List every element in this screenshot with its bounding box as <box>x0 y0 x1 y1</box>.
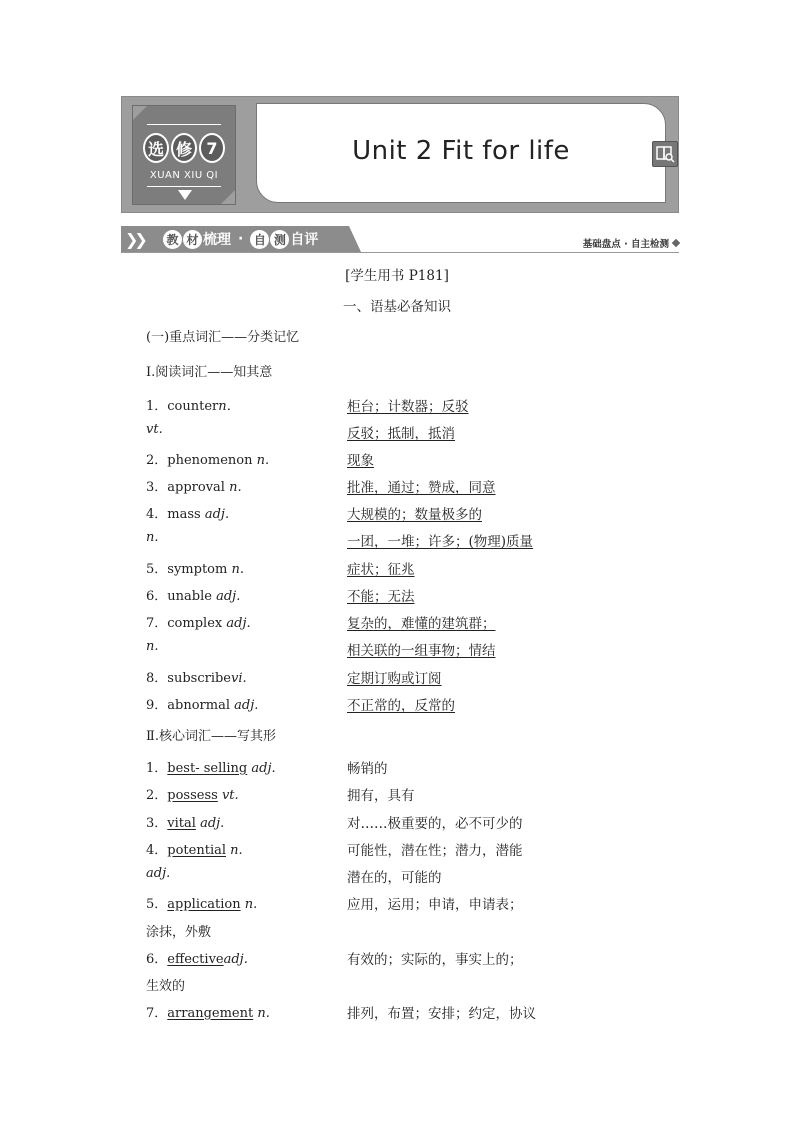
word: vital <box>167 816 196 831</box>
definition: 可能性，潜在性；潜力，潜能 <box>347 843 523 859</box>
part-of-speech: adj. <box>223 952 248 967</box>
term <box>146 558 244 577</box>
definition: 潜在的，可能的 <box>347 870 442 886</box>
term <box>146 1002 270 1021</box>
part-of-speech: n. <box>256 453 270 468</box>
unit-title: Unit 2 Fit for life <box>352 136 570 166</box>
term <box>146 449 269 468</box>
row-number: 5． <box>146 562 168 577</box>
part-of-speech: adj. <box>226 616 251 631</box>
definition: 反驳；抵制，抵消 <box>347 426 455 442</box>
part2-title: Ⅱ.核心词汇——写其形 <box>146 729 276 744</box>
word: potential <box>167 843 227 858</box>
book-search-icon <box>652 141 678 167</box>
term <box>146 585 240 604</box>
definition: 现象 <box>347 453 374 469</box>
row-number: 5． <box>146 897 168 912</box>
part-of-speech: adj. <box>200 816 225 831</box>
definition: 一团，一堆；许多；(物理)质量 <box>347 534 534 550</box>
word: phenomenon <box>167 453 253 468</box>
word: effective <box>167 952 224 967</box>
term <box>146 612 251 631</box>
part-of-speech: n. <box>244 897 258 912</box>
row-number: 6． <box>146 589 168 604</box>
word: arrangement <box>167 1006 254 1021</box>
definition: 复杂的，难懂的建筑群； <box>347 616 496 632</box>
part-of-speech: vt. <box>221 788 239 803</box>
definition-continuation: 生效的 <box>146 979 186 994</box>
section-word: 梳理 <box>203 232 231 248</box>
term <box>146 694 258 713</box>
row-number: 2． <box>146 453 168 468</box>
term <box>146 948 248 967</box>
section-bar <box>121 226 679 254</box>
term <box>146 784 239 803</box>
word: possess <box>167 788 218 803</box>
down-arrow-icon <box>178 190 192 200</box>
part-of-speech: n. <box>231 562 244 577</box>
word: application <box>167 897 241 912</box>
term <box>146 866 170 881</box>
part-of-speech: adj. <box>146 866 171 881</box>
section-word: 自评 <box>290 232 319 248</box>
book-reference: [学生用书 P181] <box>345 268 449 284</box>
definition: 有效的；实际的，事实上的； <box>347 952 523 968</box>
row-number: 7． <box>146 616 168 631</box>
word: counter <box>167 399 219 414</box>
badge-divider <box>147 124 221 125</box>
term <box>146 757 276 776</box>
definition: 畅销的 <box>347 761 388 777</box>
row-number: 4． <box>146 507 168 522</box>
definition: 拥有，具有 <box>347 788 415 804</box>
word: abnormal <box>167 698 231 713</box>
unit-banner <box>121 96 679 213</box>
part-of-speech: vi. <box>231 671 247 686</box>
word: complex <box>167 616 223 631</box>
term <box>146 530 159 545</box>
row-number: 3． <box>146 816 168 831</box>
term <box>146 667 247 686</box>
section-char: 自 <box>250 230 269 249</box>
section-char: 材 <box>183 230 202 249</box>
row-number: 1． <box>146 399 168 414</box>
badge-char: 修 <box>171 133 197 163</box>
row-number: 8． <box>146 671 168 686</box>
section-char: 测 <box>270 230 289 249</box>
row-number: 3． <box>146 480 168 495</box>
badge-corner <box>133 106 147 120</box>
term <box>146 639 159 654</box>
row-number: 1． <box>146 761 168 776</box>
part-of-speech: n． <box>218 399 240 414</box>
badge-corner <box>221 190 235 204</box>
part-of-speech: n. <box>230 843 243 858</box>
word: approval <box>167 480 225 495</box>
part-of-speech: n. <box>146 530 159 545</box>
term <box>146 422 163 437</box>
diamond-icon <box>672 239 680 247</box>
row-number: 7． <box>146 1006 168 1021</box>
term <box>146 503 229 522</box>
badge-subtitle: XUAN XIU QI <box>149 170 219 181</box>
definition: 对……极重要的，必不可少的 <box>347 816 523 832</box>
term <box>146 395 240 414</box>
part-of-speech: adj. <box>234 698 259 713</box>
badge-divider <box>147 186 221 187</box>
row-number: 2． <box>146 788 168 803</box>
definition: 不正常的，反常的 <box>347 698 455 714</box>
row-number: 9． <box>146 698 168 713</box>
badge-title <box>143 130 225 166</box>
row-number: 6． <box>146 952 168 967</box>
part1-title: Ⅰ.阅读词汇——知其意 <box>146 365 273 380</box>
section-char: 教 <box>163 230 182 249</box>
badge-char: 7 <box>199 133 225 163</box>
word: symptom <box>167 562 228 577</box>
definition: 定期订购或订阅 <box>347 671 442 687</box>
definition: 应用，运用；申请，申请表； <box>347 897 523 913</box>
definition-continuation: 涂抹，外敷 <box>146 925 212 940</box>
section-title <box>163 229 318 249</box>
part-of-speech: vt. <box>146 422 163 437</box>
part-of-speech: n. <box>257 1006 270 1021</box>
module-badge <box>132 105 236 205</box>
word: best- selling <box>167 761 248 776</box>
subsection-heading: (一)重点词汇——分类记忆 <box>146 330 300 345</box>
definition: 批准，通过；赞成，同意 <box>347 480 496 496</box>
word: subscribe <box>167 671 231 686</box>
part-of-speech: adj. <box>216 589 241 604</box>
row-number: 4． <box>146 843 168 858</box>
definition: 大规模的；数量极多的 <box>347 507 482 523</box>
section-rule <box>121 252 679 253</box>
definition: 不能；无法 <box>347 589 415 605</box>
chevron-right-icon: ❯❯ <box>125 230 144 249</box>
definition: 柜台；计数器；反驳 <box>347 399 469 415</box>
definition: 排列，布置；安排；约定，协议 <box>347 1006 536 1022</box>
badge-char: 选 <box>143 133 169 163</box>
title-panel <box>256 103 666 203</box>
definition: 症状；征兆 <box>347 562 415 578</box>
term <box>146 812 224 831</box>
word: unable <box>167 589 212 604</box>
word: mass <box>167 507 201 522</box>
term <box>146 476 242 495</box>
part-of-speech: n. <box>146 639 159 654</box>
term <box>146 839 243 858</box>
term <box>146 893 257 912</box>
part-of-speech: n. <box>229 480 242 495</box>
section-subtitle: 基础盘点 · 自主检测 <box>582 239 669 250</box>
definition: 相关联的一组事物；情结 <box>347 643 496 659</box>
section-heading: 一、语基必备知识 <box>343 299 451 315</box>
part-of-speech: adj. <box>204 507 230 522</box>
section-dot: · <box>238 231 244 247</box>
part-of-speech: adj. <box>251 761 276 776</box>
